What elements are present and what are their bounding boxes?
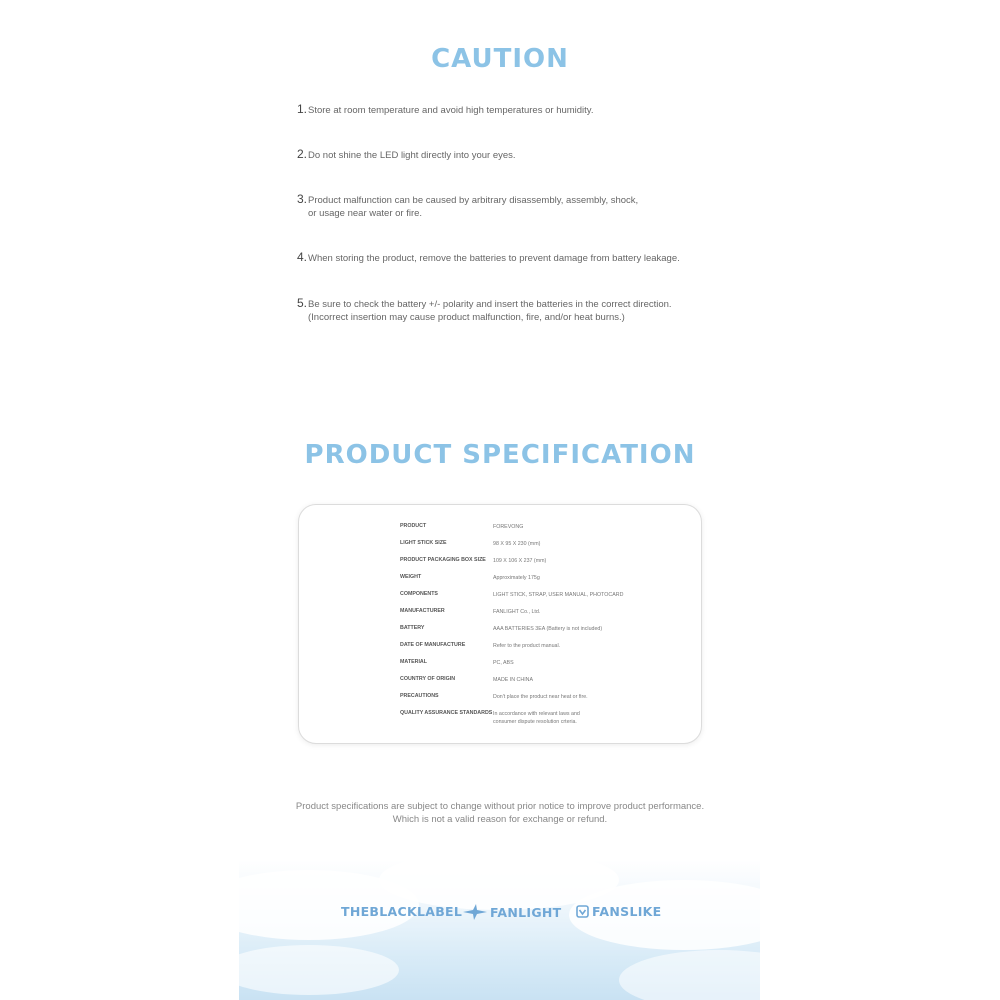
spec-label: BATTERY <box>400 625 425 631</box>
spec-value-line: FANLIGHT Co., Ltd. <box>493 609 541 615</box>
spec-value <box>493 591 673 599</box>
spec-title: PRODUCT SPECIFICATION <box>304 440 696 470</box>
spec-value-line: Refer to the product manual. <box>493 643 561 649</box>
caution-line: Product malfunction can be caused by arbitrary disassembly, assembly, shock, <box>308 195 639 206</box>
spec-value <box>493 574 673 582</box>
caution-line: Do not shine the LED light directly into your eyes. <box>308 150 516 161</box>
spec-value-line: consumer dispute resolution crteria. <box>493 719 577 725</box>
partner-logos <box>239 904 760 924</box>
spec-label: PRECAUTIONS <box>400 693 439 699</box>
fanslike-heart-icon <box>576 905 589 921</box>
caution-line: or usage near water or fire. <box>308 208 423 219</box>
caution-number: 5. <box>297 296 308 310</box>
spec-label: WEIGHT <box>400 574 422 580</box>
spec-value-line: Approximately 175g <box>493 575 540 581</box>
spec-value <box>493 693 673 701</box>
fanslike-logo <box>576 904 661 921</box>
notice-line: Product specifications are subject to change without prior notice to improve product performance. <box>295 801 705 812</box>
spec-label: PRODUCT <box>400 523 427 529</box>
cloud-decoration <box>619 950 760 1000</box>
spec-label: COUNTRY OF ORIGIN <box>400 676 456 682</box>
caution-number: 2. <box>297 147 308 161</box>
spec-value <box>493 523 673 531</box>
caution-text <box>308 298 672 324</box>
spec-value-line: AAA BATTERIES 3EA (Battery is not included) <box>493 626 603 632</box>
spec-value-line: 98 X 95 X 230 (mm) <box>493 541 541 547</box>
spec-value <box>493 710 673 726</box>
spec-value-line: MADE IN CHINA <box>493 677 534 683</box>
fanlight-logo-text: FANLIGHT <box>490 905 562 920</box>
caution-line: Be sure to check the battery +/- polarity and insert the batteries in the correct direction. <box>308 299 672 310</box>
spec-label: DATE OF MANUFACTURE <box>400 642 466 648</box>
spec-value-line: FOREVONG <box>493 524 524 530</box>
spec-value <box>493 557 673 565</box>
spec-card <box>298 504 702 744</box>
caution-line: Store at room temperature and avoid high temperatures or humidity. <box>308 105 594 116</box>
notice-line: Which is not a valid reason for exchange or refund. <box>392 814 608 825</box>
caution-number: 1. <box>297 102 308 116</box>
spec-label: MANUFACTURER <box>400 608 445 614</box>
spec-value <box>493 540 673 548</box>
fanlight-logo <box>463 904 562 923</box>
spec-value-line: In accordance with relevant laws and <box>493 711 580 717</box>
theblacklabel-logo: THEBLACKLABEL <box>341 904 463 919</box>
caution-text <box>308 104 594 117</box>
spec-value-line: 109 X 106 X 237 (mm) <box>493 558 547 564</box>
caution-number: 3. <box>297 192 308 206</box>
caution-line: (Incorrect insertion may cause product malfunction, fire, and/or heat burns.) <box>308 312 625 323</box>
spec-label: MATERIAL <box>400 659 427 665</box>
caution-text <box>308 252 680 265</box>
caution-line: When storing the product, remove the batteries to prevent damage from battery leakage. <box>308 253 680 264</box>
spec-label: QUALITY ASSURANCE STANDARDS <box>400 710 493 716</box>
cloud-decoration <box>239 945 399 995</box>
caution-title: CAUTION <box>431 44 569 74</box>
spec-value-line: PC, ABS <box>493 660 514 666</box>
caution-text <box>308 149 516 162</box>
footer-banner <box>239 860 760 1000</box>
spec-notice <box>0 800 1000 826</box>
spec-value <box>493 642 673 650</box>
caution-number: 4. <box>297 250 308 264</box>
spec-value-line: Don't place the product near heat or fire. <box>493 694 588 700</box>
spec-label: LIGHT STICK SIZE <box>400 540 447 546</box>
spec-value <box>493 608 673 616</box>
spec-value <box>493 659 673 667</box>
spec-label: COMPONENTS <box>400 591 438 597</box>
fanslike-logo-text: FANSLIKE <box>592 904 662 919</box>
spec-value <box>493 676 673 684</box>
caution-text <box>308 194 638 220</box>
spec-value <box>493 625 673 633</box>
spec-value-line: LIGHT STICK, STRAP, USER MANUAL, PHOTOCARD <box>493 592 624 598</box>
spec-label: PRODUCT PACKAGING BOX SIZE <box>400 557 486 563</box>
fanlight-bolt-icon <box>463 904 487 923</box>
